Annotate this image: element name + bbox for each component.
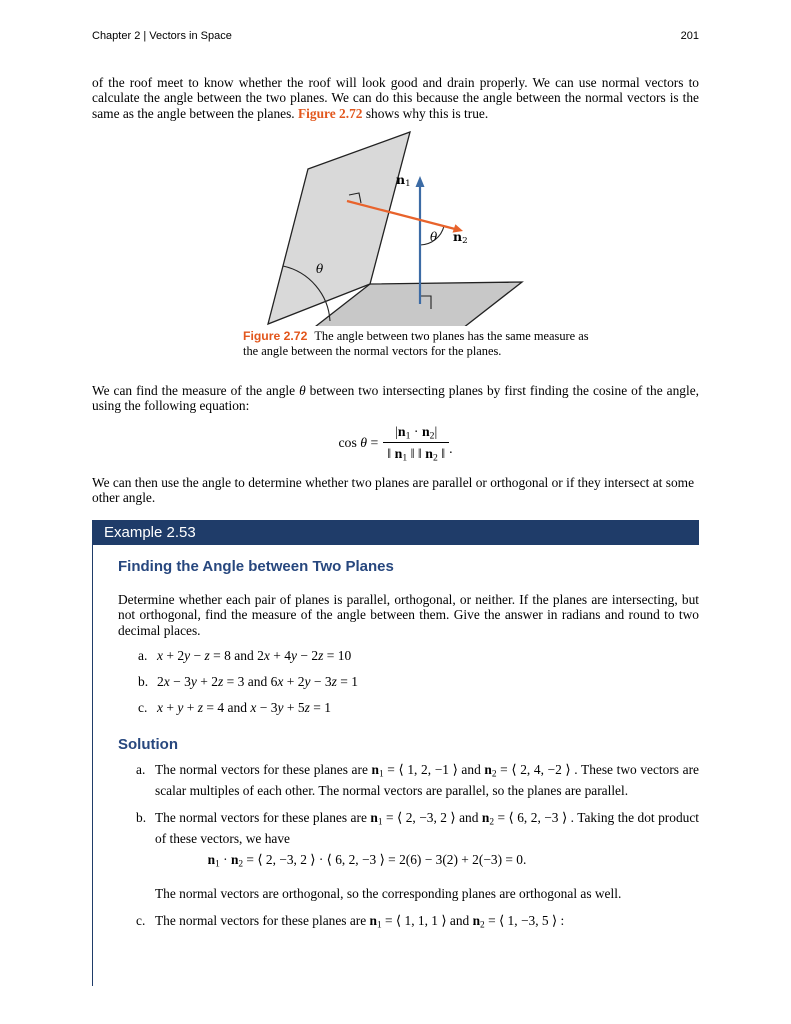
solution-text: The normal vectors for these planes are $n_1$ = ⟨ 1, 1, 1 ⟩ and $n_2$ = ⟨ 1, −3, 5 ⟩ : (155, 912, 565, 931)
list-item-c (118, 700, 699, 716)
item-equation: x + y + z = 4 and x − 3y + 5z = 1 (157, 699, 332, 715)
normal-vector-n1-arrowhead (416, 176, 425, 187)
example-header-bar (92, 520, 699, 545)
example-body (92, 545, 699, 986)
example-heading: Finding the Angle between Two Planes (118, 557, 394, 575)
example-box (92, 520, 699, 986)
figure-caption-label: Figure 2.72 (243, 329, 308, 344)
chapter-title: Chapter 2 | Vectors in Space (92, 30, 232, 42)
orthogonal-note: The normal vectors are orthogonal, so the corresponding planes are orthogonal as well. (155, 885, 622, 901)
intro-text-after: shows why this is true. (362, 105, 489, 121)
list-item-a (118, 648, 699, 664)
label-theta-planes: θ (316, 262, 324, 277)
item-label: c. (136, 912, 146, 928)
solution-b-intro: The normal vectors for these planes are $n_1$ = ⟨ 2, −3, 2 ⟩ and $n_2$ = ⟨ 6, 2, −3 ⟩ . Taking the dot product of these vectors, we have (155, 809, 699, 846)
solution-item-b (118, 807, 699, 904)
item-label: a. (138, 647, 148, 663)
item-equation: x + 2y − z = 8 and 2x + 4y − 2z = 10 (157, 647, 352, 663)
figure-reference-link[interactable]: Figure 2.72 (298, 105, 363, 121)
label-n1: $n_1$ (396, 172, 411, 190)
item-label: a. (136, 761, 146, 777)
item-label: c. (138, 699, 148, 715)
equation-lhs: cos θ = (338, 435, 379, 451)
intro-paragraph (92, 75, 699, 121)
page-number: 201 (680, 30, 699, 42)
equation-fraction (383, 424, 449, 463)
figure-caption-text: The angle between two planes has the same measure as the angle between the normal vectors for the planes. (243, 329, 589, 359)
page-header (92, 30, 699, 42)
equation-period: . (449, 441, 453, 457)
solution-item-c (118, 910, 699, 931)
intro-text-before: of the roof meet to know whether the roof will look good and drain properly. We can use normal vectors to calculate the angle between the two planes. We can do this because the angle between the normal vectors is the same as the angle between the planes. (92, 75, 699, 121)
example-title: Example 2.53 (104, 523, 196, 541)
equation-denominator: ‖ $n_1$ ‖ ‖ $n_2$ ‖ (387, 446, 446, 464)
item-equation: 2x − 3y + 2z = 3 and 6x + 2y − 3z = 1 (157, 673, 359, 689)
label-theta-normals: θ (430, 230, 438, 245)
solution-text: The normal vectors for these planes are $n_1$ = ⟨ 1, 2, −1 ⟩ and $n_2$ = ⟨ 2, 4, −2 ⟩ . These two vectors are scalar multiples of each other. The normal vectors are parallel, so the planes are parallel. (155, 761, 699, 798)
item-label: b. (136, 809, 147, 825)
planes-diagram (250, 121, 530, 326)
solution-item-a (118, 759, 699, 801)
usage-paragraph: We can then use the angle to determine whether two planes are parallel or orthogonal or if they intersect at some other angle. (92, 474, 695, 506)
figure-2-72 (250, 121, 530, 326)
solution-heading: Solution (118, 735, 178, 753)
angle-paragraph: We can find the measure of the angle θ between two intersecting planes by first finding the cosine of the angle, using the following equation: (92, 383, 699, 414)
equation-numerator: $|n_1 \cdot n_2|$ (383, 424, 449, 444)
solution-text (155, 807, 699, 904)
label-n2: $n_2$ (453, 229, 468, 247)
plane-pair-list (118, 648, 699, 716)
example-intro: Determine whether each pair of planes is parallel, orthogonal, or neither. If the planes are intersecting, but not orthogonal, find the measure of the angle between them. Give the answer in radians and round to two decimal places. (118, 591, 699, 638)
dot-product-equation: $n_1 \cdot n_2$ = ⟨ 2, −3, 2 ⟩ · ⟨ 6, 2, −3 ⟩ = 2(6) − 3(2) + 2(−3) = 0. (207, 851, 527, 870)
list-item-b (118, 674, 699, 690)
cosine-equation (92, 424, 699, 463)
item-label: b. (138, 673, 149, 689)
figure-caption (243, 329, 599, 359)
